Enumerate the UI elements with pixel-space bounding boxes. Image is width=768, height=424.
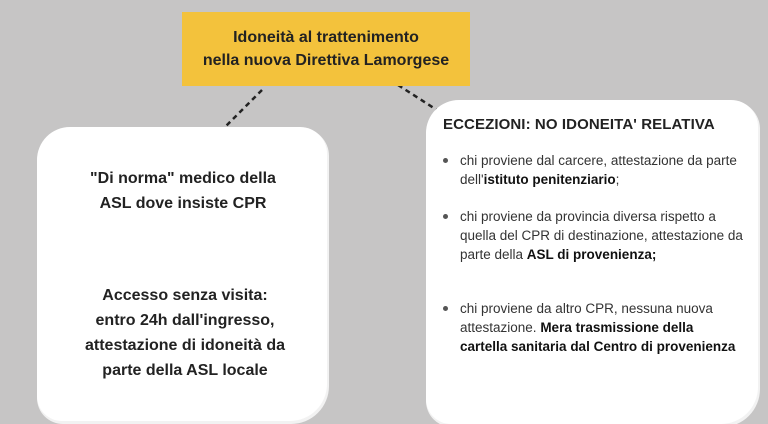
exception-item-text: chi proviene dal carcere, attestazione da parte dell'istituto penitenziario;	[460, 153, 737, 187]
exception-item-text: chi proviene da altro CPR, nessuna nuova attestazione. Mera trasmissione della cartella sanitaria dal Centro di provenienza	[460, 301, 736, 354]
left-top-line-2: ASL dove insiste CPR	[99, 195, 267, 212]
left-bottom-line-3: attestazione di idoneità da	[84, 337, 286, 354]
bullet-icon	[443, 214, 448, 219]
left-card-bottom-text	[68, 283, 302, 383]
connector-title-right	[398, 85, 440, 112]
left-top-line-1: "Di norma" medico della	[90, 170, 276, 187]
bullet-icon	[443, 306, 448, 311]
exception-item-prison	[443, 151, 743, 189]
left-bottom-line-4: parte della ASL locale	[102, 362, 268, 379]
title-box	[182, 12, 470, 86]
exception-item-text: chi proviene da provincia diversa rispetto a quella del CPR di destinazione, attestazione da parte della ASL di provenienza;	[460, 209, 743, 262]
exception-item-other-cpr	[443, 299, 743, 356]
connector-title-left	[224, 90, 262, 128]
exceptions-header: ECCEZIONI: NO IDONEITA' RELATIVA	[443, 116, 715, 133]
bullet-icon	[443, 158, 448, 163]
exception-item-province	[443, 207, 743, 264]
title-line-1: Idoneità al trattenimento	[233, 29, 419, 46]
title-line-2: nella nuova Direttiva Lamorgese	[202, 52, 450, 69]
right-card	[429, 103, 755, 421]
left-card-top-text	[88, 166, 278, 216]
left-card	[40, 130, 324, 418]
left-bottom-line-1: Accesso senza visita:	[102, 287, 268, 304]
left-bottom-line-2: entro 24h dall'ingresso,	[95, 312, 275, 329]
